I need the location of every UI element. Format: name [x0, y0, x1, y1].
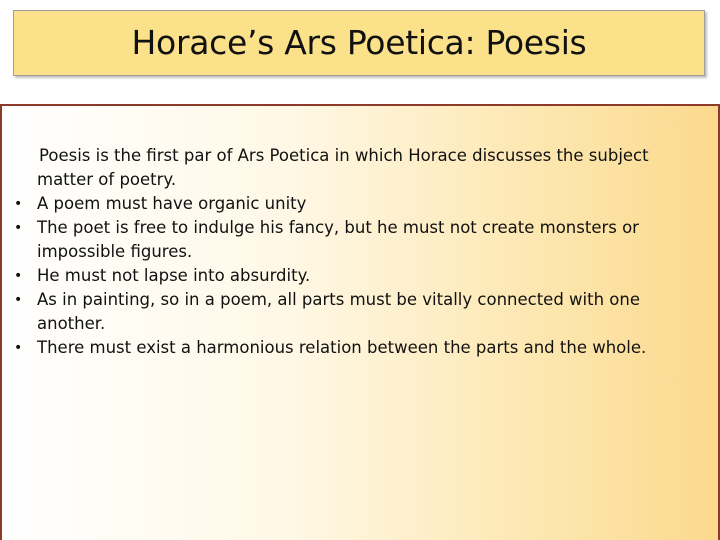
bullet-text: He must not lapse into absurdity.	[37, 266, 311, 285]
bullet-dot-icon: •	[14, 292, 23, 308]
bullet-item	[2, 192, 720, 216]
bullet-dot-icon: •	[14, 340, 23, 356]
slide-title: Horace’s Ars Poetica: Poesis	[131, 22, 587, 62]
slide-body	[2, 144, 720, 360]
bullet-item	[2, 336, 720, 360]
bullet-item	[2, 264, 720, 288]
bullet-dot-icon: •	[14, 220, 23, 236]
bullet-text: As in painting, so in a poem, all parts must be vitally connected with one another.	[37, 290, 640, 333]
bullet-text: There must exist a harmonious relation between the parts and the whole.	[37, 338, 647, 357]
bullet-item	[2, 216, 720, 264]
bullet-dot-icon: •	[14, 268, 23, 284]
bullet-list	[2, 192, 720, 360]
intro-paragraph: Poesis is the first par of Ars Poetica in which Horace discusses the subject matter of poetry.	[37, 146, 649, 189]
bullet-item	[2, 288, 720, 336]
content-panel	[0, 104, 720, 540]
bullet-text: A poem must have organic unity	[37, 194, 307, 213]
title-box	[13, 10, 705, 76]
bullet-dot-icon: •	[14, 196, 23, 212]
bullet-text: The poet is free to indulge his fancy, but he must not create monsters or impossible figures.	[37, 218, 639, 261]
